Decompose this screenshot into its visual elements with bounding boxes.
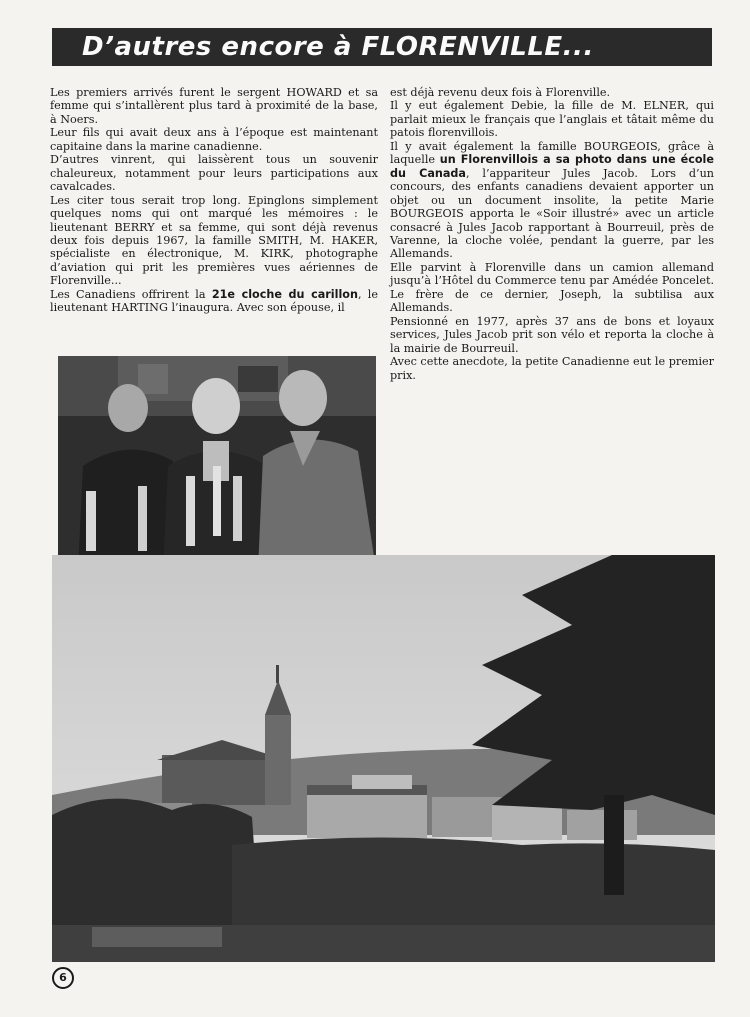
page-title: D’autres encore à FLORENVILLE...: [82, 32, 594, 62]
photo-three-men: [58, 356, 376, 570]
paragraph: Leur fils qui avait deux ans à l’époque est maintenant capitaine dans la marine canadienne.: [50, 126, 378, 153]
paragraph-text: , l’appariteur Jules Jacob. Lors d’un concours, des enfants canadiens devaient apporter un objet ou un document insolite, la petite Marie BOURGEOIS apporta le «Soir illustré» avec un article consacré à Jules Jacob rapportant à Bourreuil, près de Varenne, la cloche volée, pendant la guerre, par les Allemands.: [390, 166, 714, 261]
paragraph: Les premiers arrivés furent le sergent HOWARD et sa femme qui s’intallèrent plus tard à proximité de la base, à Noers.: [50, 86, 378, 126]
paragraph: Avec cette anecdote, la petite Canadienne eut le premier prix.: [390, 355, 714, 382]
paragraph: est déjà revenu deux fois à Florenville.: [390, 86, 611, 99]
paragraph: [50, 288, 378, 315]
paragraph: Pensionné en 1977, après 37 ans de bons et loyaux services, Jules Jacob prit son vélo et reporta la cloche à la mairie de Bourreuil.: [390, 314, 714, 355]
paragraph: Les citer tous serait trop long. Epinglons simplement quelques noms qui ont marqué les mémoires : le lieutenant BERRY et sa femme, qui sont déjà revenus deux fois depuis 1967, la famille SMITH, M. HAKER, spécialiste en électronique, M. KIRK, photographe d’aviation qui prit les premières vues aériennes de Florenville...: [50, 193, 378, 288]
text-column-right: [390, 86, 714, 382]
title-banner: [52, 28, 712, 66]
photo-florenville-panorama: [52, 555, 715, 962]
emphasis-text: 21e cloche du carillon: [211, 287, 358, 301]
paragraph-text: , le lieutenant HARTING l’inaugura. Avec son épouse, il: [50, 287, 378, 315]
paragraph-text: Il y avait également la famille BOURGEOIS, grâce à laquelle: [390, 139, 714, 167]
paragraph-text: Les Canadiens offrirent la: [50, 287, 212, 301]
paragraph: [390, 140, 714, 261]
text-column-left: [50, 86, 378, 315]
emphasis-text: un Florenvillois a sa photo dans une école du Canada: [390, 153, 714, 180]
paragraph: Il y eut également Debie, la fille de M. ELNER, qui parlait mieux le français que l’anglais et tâtait même du patois florenvillois.: [390, 99, 714, 140]
page-number: 6: [52, 967, 74, 989]
paragraph: Elle parvint à Florenville dans un camion allemand jusqu’à l’Hôtel du Commerce tenu par Amédée Poncelet. Le frère de ce dernier, Joseph, la subtilisa aux Allemands.: [390, 260, 714, 315]
paragraph: D’autres vinrent, qui laissèrent tous un souvenir chaleureux, notamment pour leurs participations aux cavalcades.: [50, 153, 378, 194]
